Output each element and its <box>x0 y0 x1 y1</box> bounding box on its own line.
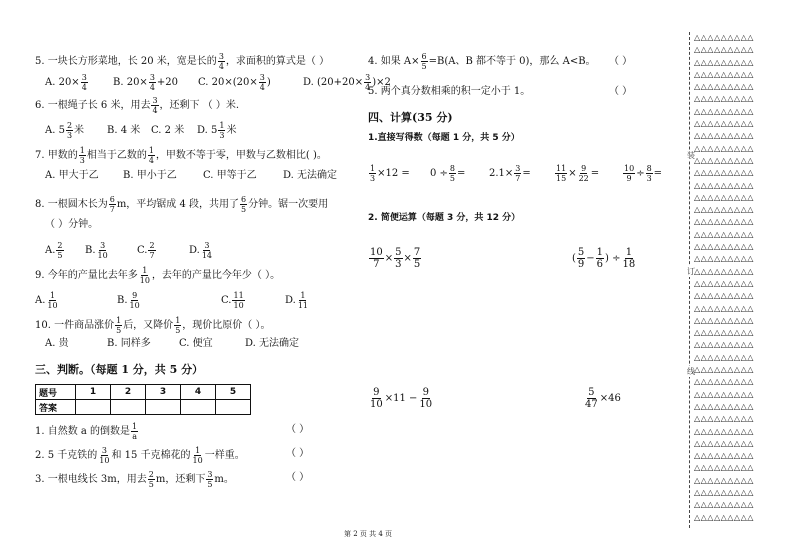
numerator: 3 <box>149 73 155 82</box>
text: m。 <box>214 474 234 485</box>
denominator: 4 <box>149 83 155 92</box>
numerator: 11 <box>556 164 567 173</box>
fraction <box>81 73 88 92</box>
judgement-2-paren: （ ） <box>286 448 310 459</box>
fraction <box>56 241 63 260</box>
text: ( <box>572 253 576 264</box>
text: D. 无法确定 <box>283 170 338 181</box>
text: C. 甲等于乙 <box>203 170 257 181</box>
fraction <box>421 52 428 71</box>
text: ，还剩下 （ ）米. <box>159 100 240 111</box>
judgement-3-paren: （ ） <box>286 472 310 483</box>
fraction <box>646 164 653 183</box>
option <box>117 291 221 310</box>
fraction <box>577 247 585 270</box>
answer-table-cell[interactable] <box>76 400 111 415</box>
option <box>107 125 151 137</box>
option <box>189 241 241 260</box>
option <box>197 121 247 140</box>
triangle-pattern: △△△△△△△△△ △△△△△△△△△ △△△△△△△△△ △△△△△△△△△ △△△△△△△△△ △△△△△△△△△ △△△△△△△△△ △△△△△△△△△ △△△△△△△△△ △△△△△△△△△ △△△△△△△△△ △△△△△△△△△ △△△△△△△△△ △△△△△△△△△ △△△△△△△△△ △△△△△△△△△ △△△△△△△△△ △△△△△△△△△ △△△△△△△△△ △△△△△△△△△ △△△△△△△△△ △△△△△△△△△ △△△△△△△△△ △△△△△△△△△ △△△△△△△△△ △△△△△△△△△ △△△△△△△△△ △△△△△△△△△ △△△△△△△△△ △△△△△△△△△ △△△△△△△△△ △△△△△△△△△ △△△△△△△△△ △△△△△△△△△ △△△△△△△△△ △△△△△△△△△ △△△△△△△△△ △△△△△△△△△ △△△△△△△△△ △△△△△△△△△ <box>694 33 754 522</box>
option <box>45 121 107 140</box>
denominator: 7 <box>109 205 115 214</box>
fraction <box>79 146 86 165</box>
answer-table-cell[interactable] <box>181 400 216 415</box>
text: 2.1× <box>489 168 514 179</box>
fraction <box>148 241 155 260</box>
denominator: 5 <box>57 251 63 260</box>
fraction <box>369 387 384 410</box>
fraction <box>622 247 637 270</box>
question-8 <box>35 195 328 214</box>
denominator: 5 <box>116 326 122 335</box>
text: )×2 <box>372 77 391 88</box>
text: 一样重。 <box>204 450 245 461</box>
option <box>45 73 113 92</box>
text: ) ÷ <box>605 253 621 264</box>
fraction <box>46 291 58 310</box>
text: ，甲数不等于零，甲数与乙数相比( )。 <box>155 150 327 161</box>
fraction <box>129 291 141 310</box>
fraction <box>131 422 138 441</box>
question-5 <box>35 52 329 71</box>
judgement-3 <box>35 470 234 489</box>
fraction <box>201 241 213 260</box>
text: × <box>568 168 577 179</box>
text: B. 甲小于乙 <box>123 170 177 181</box>
numerator: 1 <box>219 121 225 130</box>
denominator: 5 <box>148 480 154 489</box>
numerator: 6 <box>241 195 247 204</box>
numerator: 1 <box>596 247 604 258</box>
fraction <box>394 247 402 270</box>
text: ×12 = <box>377 168 410 179</box>
option <box>179 338 245 350</box>
denominator: 3 <box>66 131 73 140</box>
question-8-options <box>45 241 241 260</box>
denominator: 10 <box>139 276 150 285</box>
answer-table-cell: 5 <box>216 385 251 400</box>
fraction <box>148 146 155 165</box>
text: ，去年的产量比今年少（ ）。 <box>151 270 281 281</box>
denominator: 22 <box>578 174 589 183</box>
fraction <box>115 316 122 335</box>
question-7-options <box>45 170 363 182</box>
denominator: 5 <box>175 326 181 335</box>
denominator: 10 <box>192 456 203 465</box>
numerator: 1 <box>79 146 85 155</box>
text: 米 <box>226 125 237 136</box>
text: 7. 甲数的 <box>35 150 78 161</box>
numerator: 3 <box>204 241 210 250</box>
option <box>45 241 85 260</box>
answer-table-cell[interactable] <box>216 400 251 415</box>
text: 5. 一块长方形菜地，长 20 米，宽是长的 <box>35 56 217 67</box>
text: A. <box>35 295 46 306</box>
answer-table-answer-row <box>36 400 251 415</box>
fraction <box>596 247 604 270</box>
numerator: 2 <box>148 470 154 479</box>
denominator: 9 <box>577 259 585 270</box>
option <box>151 125 197 137</box>
text: 相当于乙数的 <box>86 150 147 161</box>
direct-calc-3 <box>489 164 531 183</box>
text: 和 15 千克棉花的 <box>111 450 191 461</box>
numerator: 1 <box>625 247 633 258</box>
denominator: 4 <box>148 156 154 165</box>
denominator: 4 <box>365 83 371 92</box>
answer-table-cell[interactable] <box>146 400 181 415</box>
denominator: 3 <box>395 259 402 270</box>
answer-table-cell: 2 <box>111 385 146 400</box>
text: =B(A、B 都不等于 0)，那么 A<B。 <box>428 56 596 67</box>
fraction <box>192 446 204 465</box>
side-label-xian: 线 <box>687 367 695 376</box>
numerator: 1 <box>49 291 56 300</box>
judgement-2 <box>35 446 245 465</box>
question-9 <box>35 266 280 285</box>
denominator: 10 <box>99 456 110 465</box>
option <box>35 291 117 310</box>
denominator: 4 <box>218 62 224 71</box>
denominator: 4 <box>259 83 265 92</box>
text: 米 <box>74 125 85 136</box>
denominator: 3 <box>79 156 85 165</box>
denominator: 5 <box>421 62 427 71</box>
text: ×46 <box>599 393 621 404</box>
text: ，求面积的算式是（ ） <box>225 56 330 67</box>
numerator: 5 <box>588 387 595 398</box>
option <box>137 241 189 260</box>
judgement-4 <box>368 52 596 71</box>
numerator: 1 <box>132 422 138 431</box>
question-6 <box>35 96 239 115</box>
denominator: 18 <box>622 259 636 270</box>
text: = <box>522 168 531 179</box>
text: A. 甲大于乙 <box>45 170 99 181</box>
text: = <box>653 168 663 179</box>
denominator: a <box>132 432 137 441</box>
fraction <box>232 291 244 310</box>
option <box>221 291 285 310</box>
option <box>198 73 303 92</box>
fraction <box>369 164 376 183</box>
question-10 <box>35 316 270 335</box>
numerator: 9 <box>422 387 429 398</box>
numerator: 1 <box>370 164 376 173</box>
text: C. <box>221 295 232 306</box>
simplify-calc-2 <box>572 247 637 270</box>
section-4-title: 四、计算(35 分) <box>368 111 453 124</box>
fraction <box>514 164 521 183</box>
judgement-4-paren: （ ） <box>609 56 633 67</box>
section-3-title: 三、判断。（每题 1 分，共 5 分） <box>35 363 204 376</box>
text: × <box>403 253 412 264</box>
denominator: 14 <box>201 251 213 260</box>
denominator: 10 <box>233 301 244 310</box>
option <box>113 73 198 92</box>
binding-dashed-line <box>689 32 690 528</box>
fraction <box>109 195 116 214</box>
text: D. 无法确定 <box>245 338 300 349</box>
answer-table-cell: 答案 <box>36 400 76 415</box>
fraction <box>413 247 421 270</box>
side-label-ding: 订 <box>687 267 695 276</box>
denominator: 5 <box>413 259 421 270</box>
text: 3. 一根电线长 3m，用去 <box>35 474 147 485</box>
question-9-options <box>35 291 325 310</box>
numerator: 3 <box>100 241 106 250</box>
numerator: 5 <box>577 247 585 258</box>
option <box>123 170 203 182</box>
text: D. 5 <box>197 125 218 136</box>
simplify-calc-3 <box>368 387 434 410</box>
denominator: 5 <box>241 205 247 214</box>
simplify-calc-4 <box>583 387 621 410</box>
text: 分钟。锯一次要用 <box>248 199 329 210</box>
fraction <box>369 247 384 270</box>
text: A. <box>45 245 56 256</box>
fraction <box>297 291 309 310</box>
text: +20 <box>156 77 179 88</box>
denominator: 7 <box>373 259 380 270</box>
judgement-1-paren: （ ） <box>286 424 310 435</box>
option <box>45 170 123 182</box>
numerator: 7 <box>413 247 421 258</box>
denominator: 5 <box>449 174 456 183</box>
fraction <box>139 266 151 285</box>
answer-table-cell: 题号 <box>36 385 76 400</box>
numerator: 3 <box>365 73 371 82</box>
fraction <box>259 73 266 92</box>
denominator: 9 <box>626 174 632 183</box>
text: 0 ÷ <box>430 168 448 179</box>
fraction <box>240 195 247 214</box>
numerator: 3 <box>101 446 107 455</box>
numerator: 1 <box>195 446 201 455</box>
fraction <box>66 121 73 140</box>
fraction <box>98 446 110 465</box>
numerator: 1 <box>300 291 306 300</box>
question-8-line2: （ ）分钟。 <box>45 219 99 230</box>
fraction <box>97 241 109 260</box>
denominator: 15 <box>556 174 567 183</box>
text: A. 贵 <box>45 338 69 349</box>
text: 9. 今年的产量比去年多 <box>35 270 138 281</box>
text: C. 便宜 <box>179 338 213 349</box>
numerator: 1 <box>142 266 148 275</box>
fraction <box>174 316 181 335</box>
question-7 <box>35 146 327 165</box>
numerator: 10 <box>370 247 383 258</box>
denominator: 10 <box>97 251 108 260</box>
fraction <box>623 164 635 183</box>
text: = <box>457 168 466 179</box>
text: D. (20+20× <box>303 77 364 88</box>
fraction <box>578 164 590 183</box>
text: ，现价比原价（ ）。 <box>182 320 271 331</box>
numerator: 2 <box>66 121 73 130</box>
text: B. 4 米 <box>107 125 141 136</box>
denominator: 5 <box>207 480 213 489</box>
text: B. <box>117 295 128 306</box>
denominator: 7 <box>149 251 155 260</box>
option <box>45 338 107 350</box>
text: B. 同样多 <box>107 338 151 349</box>
fraction <box>555 164 567 183</box>
text: 6. 一根绳子长 6 米，用去 <box>35 100 151 111</box>
answer-table-cell: 3 <box>146 385 181 400</box>
denominator: 10 <box>129 301 140 310</box>
direct-calc-title: 1.直接写得数（每题 1 分，共 5 分） <box>368 133 520 143</box>
numerator: 9 <box>373 387 380 398</box>
answer-table-cell: 1 <box>76 385 111 400</box>
fraction <box>449 164 456 183</box>
text: m，还剩下 <box>155 474 206 485</box>
option <box>245 338 325 350</box>
fraction <box>151 96 158 115</box>
denominator: 10 <box>419 399 433 410</box>
option <box>283 170 363 182</box>
text: A. 5 <box>45 125 65 136</box>
numerator: 9 <box>132 291 138 300</box>
numerator: 9 <box>581 164 587 173</box>
text: = <box>590 168 600 179</box>
denominator: 47 <box>585 399 598 410</box>
question-6-options <box>45 121 247 140</box>
denominator: 7 <box>515 174 521 183</box>
numerator: 6 <box>109 195 115 204</box>
denominator: 3 <box>219 131 225 140</box>
denominator: 3 <box>370 174 376 183</box>
numerator: 11 <box>233 291 244 300</box>
numerator: 3 <box>81 73 87 82</box>
text: C. <box>137 245 148 256</box>
text: C. 2 米 <box>151 125 185 136</box>
text: 10. 一件商品涨价 <box>35 320 115 331</box>
numerator: 8 <box>449 164 456 173</box>
text: ÷ <box>636 168 645 179</box>
numerator: 3 <box>218 52 224 61</box>
numerator: 1 <box>175 316 181 325</box>
text: C. 20×(20× <box>198 77 258 88</box>
text: D. <box>285 295 296 306</box>
judgement-5-paren: （ ） <box>609 86 633 97</box>
page-footer: 第 2 页 共 4 页 <box>344 530 393 538</box>
text: B. 20× <box>113 77 148 88</box>
question-5-options <box>45 73 413 92</box>
numerator: 8 <box>646 164 652 173</box>
option <box>203 170 283 182</box>
denominator: 10 <box>47 301 58 310</box>
text: 1. 自然数 a 的倒数是 <box>35 426 131 437</box>
fraction <box>148 470 155 489</box>
answer-table <box>35 384 251 415</box>
text: 4. 如果 A× <box>368 56 420 67</box>
text: 8. 一根圆木长为 <box>35 199 108 210</box>
direct-calc-2 <box>430 164 465 183</box>
direct-calc-4 <box>554 164 599 183</box>
numerator: 2 <box>57 241 63 250</box>
question-10-options <box>45 338 325 350</box>
fraction <box>218 52 225 71</box>
option <box>107 338 179 350</box>
numerator: 3 <box>207 470 213 479</box>
answer-table-header-row <box>36 385 251 400</box>
direct-calc-5 <box>622 164 662 183</box>
denominator: 11 <box>297 301 309 310</box>
fraction <box>206 470 213 489</box>
numerator: 1 <box>116 316 122 325</box>
answer-table-cell[interactable] <box>111 400 146 415</box>
direct-calc-1 <box>368 164 410 183</box>
text: − <box>586 253 595 264</box>
text: 2. 5 千克铁的 <box>35 450 98 461</box>
fraction <box>418 387 433 410</box>
numerator: 6 <box>421 52 427 61</box>
numerator: 5 <box>395 247 402 258</box>
fraction <box>584 387 599 410</box>
simplify-calc-title: 2. 简便运算（每题 3 分，共 12 分） <box>368 213 521 223</box>
fraction <box>149 73 156 92</box>
denominator: 10 <box>370 399 383 410</box>
text: × <box>384 253 394 264</box>
text: B. <box>85 245 96 256</box>
denominator: 3 <box>646 174 652 183</box>
numerator: 1 <box>148 146 154 155</box>
option <box>85 241 137 260</box>
judgement-1 <box>35 422 139 441</box>
simplify-calc-1 <box>368 247 422 270</box>
answer-table-cell: 4 <box>181 385 216 400</box>
text: ) <box>266 77 271 88</box>
text: 后，又降价 <box>123 320 174 331</box>
option <box>285 291 325 310</box>
numerator: 2 <box>149 241 155 250</box>
numerator: 10 <box>624 164 635 173</box>
text: m，平均锯成 4 段，共用了 <box>116 199 240 210</box>
side-label-zhuang: 装 <box>687 151 695 160</box>
denominator: 6 <box>596 259 604 270</box>
text: A. 20× <box>45 77 80 88</box>
text: D. <box>189 245 200 256</box>
text: ×11 − <box>384 393 418 404</box>
judgement-5: 5. 两个真分数相乘的积一定小于 1。 <box>368 86 531 97</box>
numerator: 3 <box>515 164 521 173</box>
numerator: 3 <box>259 73 265 82</box>
denominator: 4 <box>152 106 158 115</box>
fraction <box>218 121 225 140</box>
denominator: 4 <box>81 83 87 92</box>
numerator: 3 <box>152 96 158 105</box>
